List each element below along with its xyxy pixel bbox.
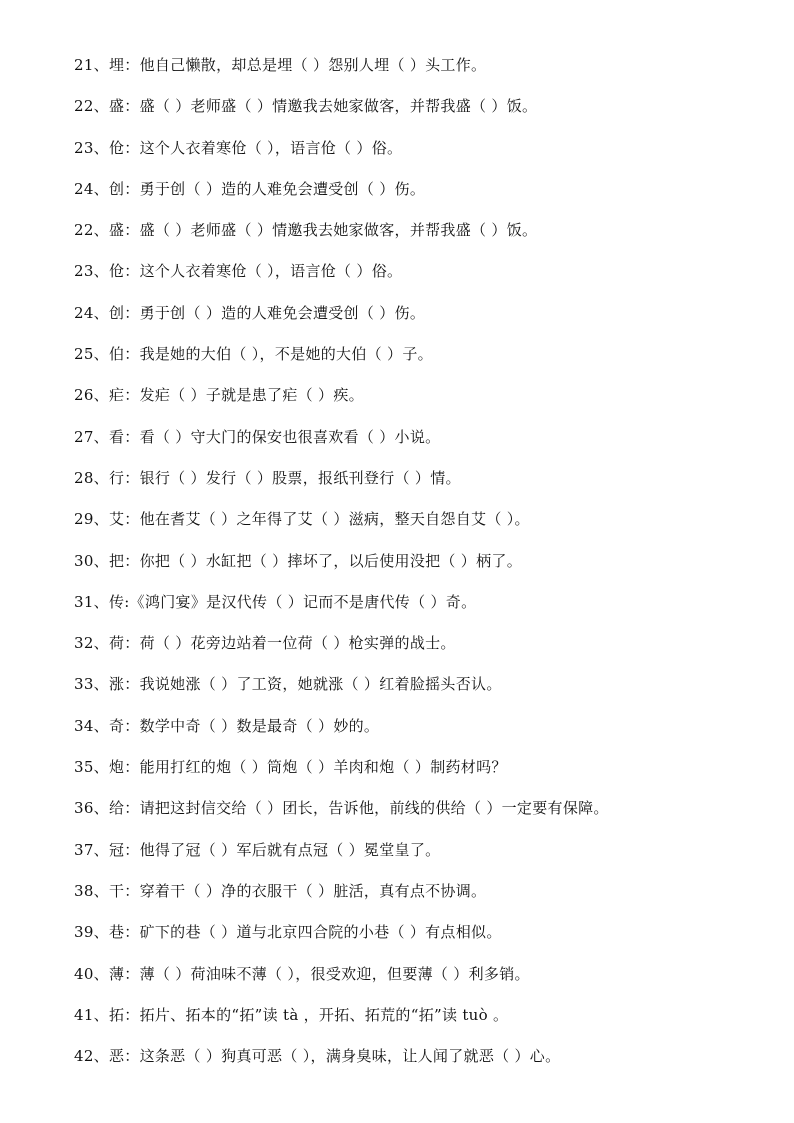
question-line: 31、传:《鸿门宴》是汉代传（ ）记而不是唐代传（ ）奇。 <box>74 592 477 611</box>
question-line: 32、荷：荷（ ）花旁边站着一位荷（ ）枪实弹的战士。 <box>74 634 456 653</box>
question-line: 30、把：你把（ ）水缸把（ ）摔坏了，以后使用没把（ ）柄了。 <box>74 551 522 570</box>
question-line: 29、艾：他在耆艾（ ）之年得了艾（ ）滋病，整天自怨自艾（ ）。 <box>74 510 530 529</box>
question-list <box>74 53 774 1085</box>
question-line: 23、伧：这个人衣着寒伧（ ），语言伧（ ）俗。 <box>74 138 403 157</box>
question-line: 38、干：穿着干（ ）净的衣服干（ ）脏活，真有点不协调。 <box>74 881 487 900</box>
question-line: 24、创：勇于创（ ）造的人难免会遭受创（ ）伤。 <box>74 179 426 198</box>
question-line: 26、疟：发疟（ ）子就是患了疟（ ）疾。 <box>74 386 364 405</box>
question-line: 24、创：勇于创（ ）造的人难免会遭受创（ ）伤。 <box>74 303 426 322</box>
question-line: 39、巷：矿下的巷（ ）道与北京四合院的小巷（ ）有点相似。 <box>74 923 502 942</box>
question-line: 27、看：看（ ）守大门的保安也很喜欢看（ ）小说。 <box>74 427 441 446</box>
question-line: 28、行：银行（ ）发行（ ）股票，报纸刊登行（ ）情。 <box>74 468 461 487</box>
question-line: 21、埋：他自己懒散，却总是埋（ ）怨别人埋（ ）头工作。 <box>74 56 487 74</box>
question-line: 22、盛：盛（ ）老师盛（ ）情邀我去她家做客，并帮我盛（ ）饭。 <box>74 221 538 240</box>
question-line: 35、炮：能用打红的炮（ ）筒炮（ ）羊肉和炮（ ）制药材吗？ <box>74 758 507 777</box>
question-line: 25、伯：我是她的大伯（ ），不是她的大伯（ ）子。 <box>74 345 433 364</box>
question-line: 34、奇：数学中奇（ ）数是最奇（ ）妙的。 <box>74 716 380 735</box>
question-line: 40、薄：薄（ ）荷油味不薄（ ），很受欢迎，但要薄（ ）利多销。 <box>74 964 530 983</box>
question-line: 36、给：请把这封信交给（ ）团长，告诉他，前线的供给（ ）一定要有保障。 <box>74 799 609 818</box>
question-line: 42、恶：这条恶（ ）狗真可恶（ ），满身臭味，让人闻了就恶（ ）心。 <box>74 1047 561 1066</box>
question-line: 41、拓：拓片、拓本的“拓”读 tà ，开拓、拓荒的“拓”读 tuò 。 <box>74 1005 509 1024</box>
question-line: 37、冠：他得了冠（ ）军后就有点冠（ ）冕堂皇了。 <box>74 840 441 859</box>
question-line: 22、盛：盛（ ）老师盛（ ）情邀我去她家做客，并帮我盛（ ）饭。 <box>74 97 538 116</box>
question-line: 23、伧：这个人衣着寒伧（ ），语言伧（ ）俗。 <box>74 262 403 281</box>
question-line: 33、涨：我说她涨（ ）了工资，她就涨（ ）红着脸摇头否认。 <box>74 675 502 694</box>
